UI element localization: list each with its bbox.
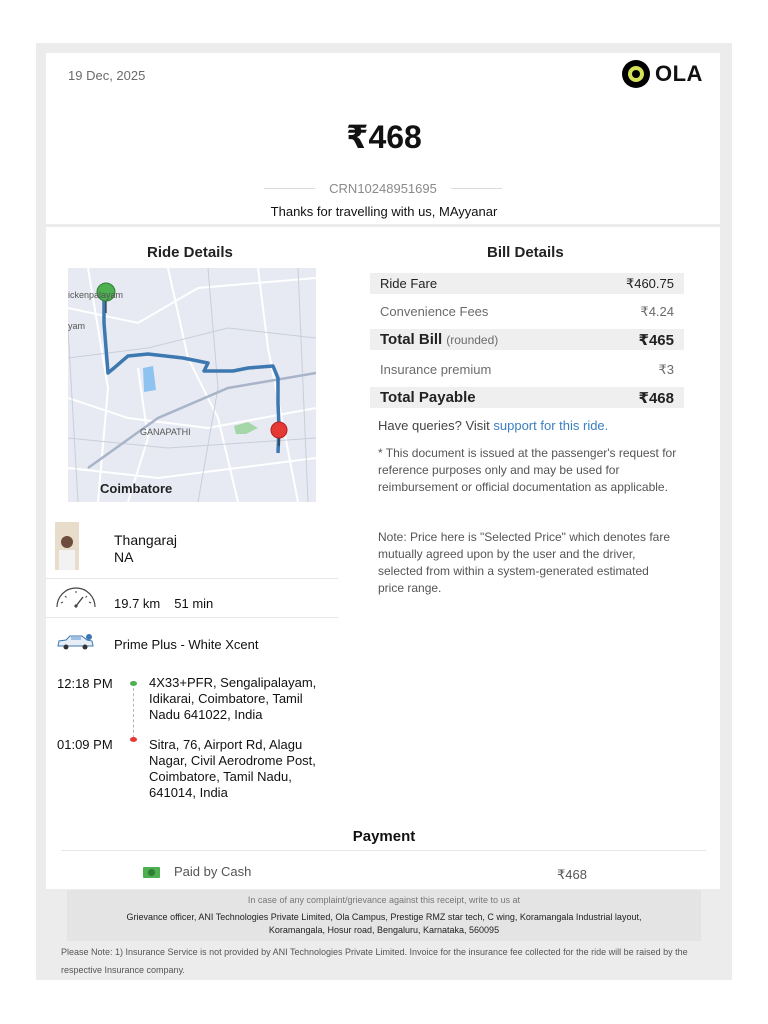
drop-pin-icon — [271, 422, 287, 438]
route-map-svg — [68, 268, 316, 502]
payment-amount: ₹468 — [557, 867, 587, 882]
bill-row-insurance — [370, 359, 684, 380]
fare-amount: ₹468 — [346, 119, 422, 155]
ola-logo — [622, 60, 703, 88]
duration: 51 min — [174, 596, 214, 611]
convenience-label: Convenience Fees — [380, 304, 489, 319]
distance: 19.7 km — [114, 596, 161, 611]
payment-title: Payment — [352, 828, 416, 845]
pickup-dot-icon — [130, 681, 137, 686]
receipt-date: 19 Dec, 2025 — [68, 68, 146, 83]
drop-address: Sitra, 76, Airport Rd, Alagu Nagar, Civil Aerodrome Post, Coimbatore, Tamil Nadu, 641014, India — [149, 737, 316, 800]
divider — [61, 850, 706, 851]
drop-dot-icon — [130, 737, 137, 742]
insurance-footnote: Please Note: 1) Insurance Service is not provided by ANI Technologies Private Limited. Invoice for the insurance fee collected for the ride will be raised by the respective Insurance company. — [61, 947, 688, 975]
map-label: yam — [68, 321, 86, 331]
bill-row-ride-fare — [370, 273, 684, 294]
pickup-time: 12:18 PM — [57, 676, 113, 691]
car-icon — [56, 633, 94, 656]
total-bill-note: (rounded) — [446, 333, 499, 347]
document-disclaimer: * This document is issued at the passenger's request for reference purposes only and may be used for reimbursement or official documentation as applicable. — [378, 446, 677, 494]
support-queries — [378, 418, 608, 433]
map-city-label: Coimbatore — [100, 481, 173, 496]
total-payable-value: ₹468 — [638, 389, 674, 407]
bill-row-total-payable — [370, 387, 684, 408]
bill-details-title: Bill Details — [487, 244, 564, 261]
vehicle-name: Prime Plus - White Xcent — [114, 637, 259, 652]
drop-time: 01:09 PM — [57, 737, 113, 752]
map-label: GANAPATHI — [140, 427, 191, 437]
thanks-message: Thanks for travelling with us, MAyyanar — [270, 204, 498, 219]
cash-icon — [143, 867, 160, 878]
speedometer-icon — [55, 587, 97, 614]
queries-text: Have queries? Visit — [378, 418, 490, 433]
total-payable-label: Total Payable — [380, 389, 476, 406]
payment-method: Paid by Cash — [174, 864, 252, 879]
grievance-address: Grievance officer, ANI Technologies Private Limited, Ola Campus, Prestige RMZ star tech, C wing, Koramangala Industrial layout, Koramangala, Hosur road, Bengaluru, Karnataka, 560095 — [126, 912, 642, 935]
grievance-box — [67, 890, 701, 941]
route-connector — [133, 688, 134, 738]
divider — [451, 188, 502, 189]
route-map — [68, 268, 316, 502]
driver-subtitle: NA — [114, 549, 134, 565]
divider — [46, 578, 338, 579]
ride-fare-label: Ride Fare — [380, 276, 438, 291]
crn-number: CRN10248951695 — [329, 181, 437, 196]
insurance-label: Insurance premium — [380, 362, 492, 377]
crn-row — [264, 181, 502, 196]
support-link[interactable]: support for this ride. — [493, 418, 609, 433]
price-note: Note: Price here is "Selected Price" which denotes fare mutually agreed upon by the user and the driver, selected from within a system-generated estimated price range. — [378, 530, 670, 595]
divider — [264, 188, 315, 189]
trip-stats — [114, 596, 213, 611]
convenience-value: ₹4.24 — [640, 303, 674, 319]
map-label: ickenpalayam — [68, 290, 124, 300]
ride-details-title: Ride Details — [147, 244, 233, 261]
grievance-intro: In case of any complaint/grievance against this receipt, write to us at — [247, 895, 521, 905]
bill-row-convenience — [370, 301, 684, 322]
insurance-value: ₹3 — [658, 361, 674, 377]
driver-name: Thangaraj — [114, 532, 178, 548]
ride-fare-value: ₹460.75 — [625, 275, 674, 291]
pickup-address: 4X33+PFR, Sengalipalayam, Idikarai, Coimbatore, Tamil Nadu 641022, India — [149, 675, 317, 722]
driver-photo — [55, 522, 79, 570]
brand-name: OLA — [655, 61, 703, 86]
bill-row-total-bill — [370, 329, 684, 350]
total-bill-value: ₹465 — [638, 331, 674, 349]
divider — [46, 617, 338, 618]
total-bill-label: Total Bill — [380, 331, 443, 348]
ola-logo-icon — [622, 60, 650, 88]
